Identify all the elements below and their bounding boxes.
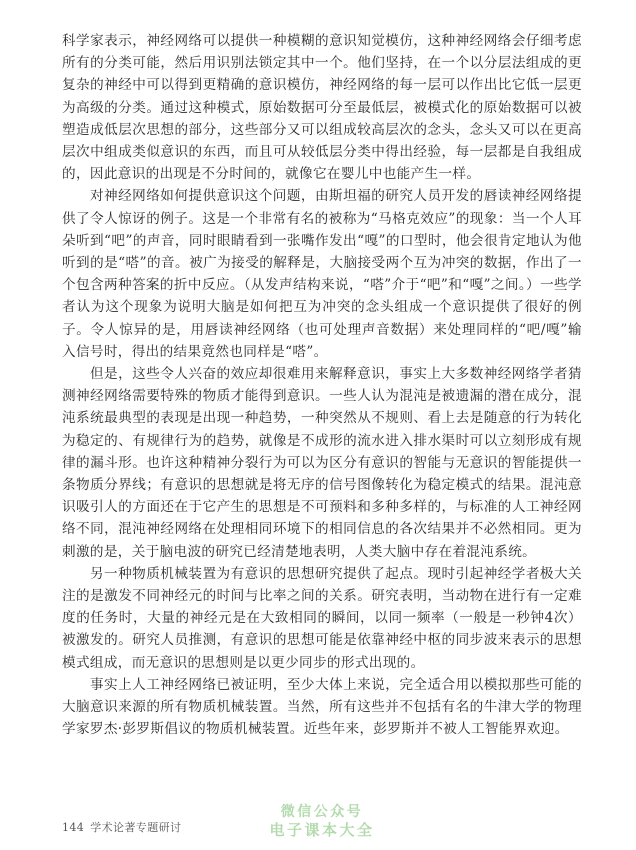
paragraph: 对神经网络如何提供意识这个问题，由斯坦福的研究人员开发的唇读神经网络提供了令人惊讶的例子。这是一个非常有名的被称为“马格克效应”的现象：当一个人耳朵听到“吧”的声音，同时眼睛看到一张嘴作发出“嘎”的口型时，他会很肯定地认为他听到的是“嗒”的音。被广为接受的解释是，大脑接受两个互为冲突的数据，作出了一个包含两种答案的折中反应。（从发声结构来说，“嗒”介于“吧”和“嘎”之间。）一些学者认为这个现象为说明大脑是如何把互为冲突的念头组成一个意识提供了很好的例子。令人惊异的是，用唇读神经网络（也可处理声音数据）来处理同样的“吧/嘎”输入信号时，得出的结果竟然也同样是“嗒”。 [62,188,582,360]
watermark [262,803,382,839]
body-text [62,30,582,741]
watermark-line-1: 微信公众号 [280,804,364,820]
paragraph: 事实上人工神经网络已被证明，至少大体上来说，完全适合用以模拟那些可能的大脑意识来源的所有物质机械装置。当然，所有这些并不包括有名的牛津大学的物理学家罗杰·彭罗斯倡议的物质机械装置。近些年来，彭罗斯并不被人工智能界欢迎。 [62,676,582,738]
page-number: 144 [62,821,85,834]
book-title: 学术论著专题研讨 [90,821,182,834]
paragraph: 科学家表示，神经网络可以提供一种模糊的意识知觉模仿，这种神经网络会仔细考虑所有的分类可能，然后用识别法锁定其中一个。他们坚持，在一个以分层法组成的更复杂的神经中可以得到更精确的意识模仿，神经网络的每一层可以作出比它低一层更为高级的分类。通过这种模式，原始数据可分至最低层，被模式化的原始数据可以被塑造成低层次思想的部分，这些部分又可以组成较高层次的念头，念头又可以在更高层次中组成类似意识的东西，而且可从较低层分类中得出经验，每一层都是自我组成的，因此意识的出现是不分时间的，就像它在婴儿中也能产生一样。 [62,33,582,183]
watermark-line-2: 电子课本大全 [269,821,375,839]
paragraph: 但是，这些令人兴奋的效应却很难用来解释意识，事实上大多数神经网络学者猜测神经网络需要特殊的物质才能得到意识。一些人认为混沌是被遗漏的潜在成分，混沌系统最典型的表现是出现一种趋势，一种突然从不规则、看上去是随意的行为转化为稳定的、有规律行为的趋势，就像是不成形的流水进入排水渠时可以立刻形成有规律的漏斗形。也许这种精神分裂行为可以为区分有意识的智能与无意识的智能提供一条物质分界线；有意识的思想就是将无序的信号图像转化为稳定模式的结果。混沌意识吸引人的方面还在于它产生的思想是不可预料和多种多样的，与标准的人工神经网络不同，混沌神经网络在处理相同环境下的相同信息的各次结果并不必然相同。更为刺激的是，关于脑电波的研究已经清楚地表明，人类大脑中存在着混沌系统。 [62,366,582,560]
paragraph: 另一种物质机械装置为有意识的思想研究提供了起点。现时引起神经学者极大关注的是激发不同神经元的时间与比率之间的关系。研究表明，当动物在进行有一定难度的任务时，大量的神经元是在大致相同的瞬间，以同一频率（一般是一秒钟4次）被激发的。研究人员推测，有意识的思想可能是依靠神经中枢的同步波来表示的思想模式组成，而无意识的思想则是以更少同步的形式出现的。 [62,565,582,671]
page-footer [62,819,181,835]
